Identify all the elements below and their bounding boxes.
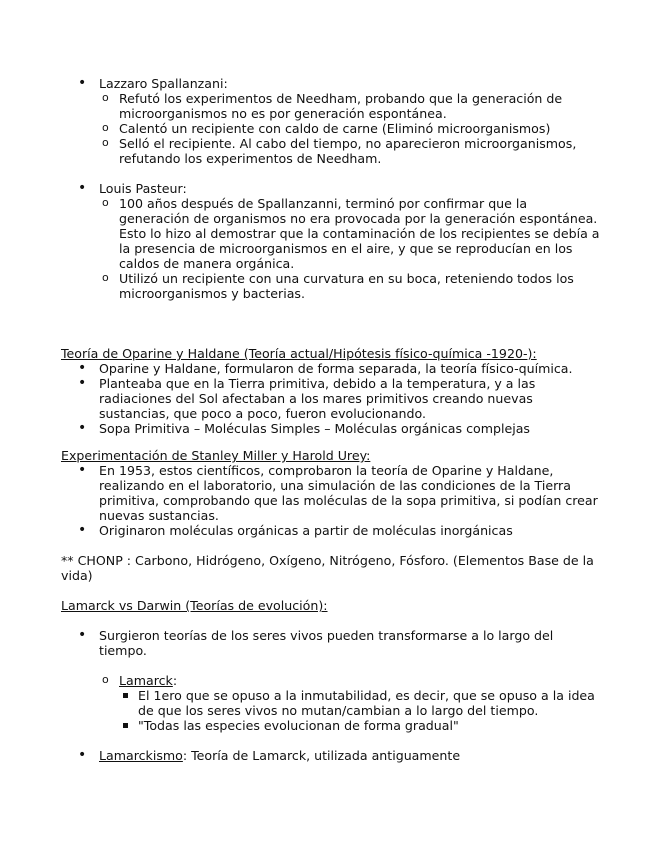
list-item: "Todas las especies evolucionan de forma gradual": [119, 718, 601, 733]
oparin-heading: Teoría de Oparine y Haldane (Teoría actual/Hipótesis físico-química -1920-):: [61, 346, 537, 361]
lamarck-label-suffix: :: [172, 673, 178, 688]
list-item: o 100 años después de Spallanzanni, terminó por confirmar que la generación de organismos no era provocada por la generación espontánea. Esto lo hizo al demostrar que la contaminación de los recipientes se debía a la presencia de microorganismos en el aire, y que se reproducían en los caldos de manera orgánica.: [99, 196, 601, 271]
lamarck-intro: Surgieron teorías de los seres vivos pueden transformarse a lo largo del tiempo.: [99, 628, 554, 658]
list-item: • Originaron moléculas orgánicas a partir de moléculas inorgánicas: [61, 523, 601, 538]
lamarck-heading: Lamarck vs Darwin (Teorías de evolución):: [61, 598, 328, 613]
lamarck-label: Lamarck: [119, 673, 173, 688]
list-item: • Oparine y Haldane, formularon de forma separada, la teoría físico-química.: [61, 361, 601, 376]
list-item: El 1ero que se opuso a la inmutabilidad, es decir, que se opuso a la idea de que los seres vivos no mutan/cambian a lo largo del tiempo.: [119, 688, 601, 718]
list-item: [61, 748, 601, 763]
list-item: • Sopa Primitiva – Moléculas Simples – Moléculas orgánicas complejas: [61, 421, 601, 436]
list-item: • Planteaba que en la Tierra primitiva, debido a la temperatura, y a las radiaciones del Sol afectaban a los mares primitivos creando nuevas sustancias, que poco a poco, fueron evolucionando.: [61, 376, 601, 421]
list-item: o Selló el recipiente. Al cabo del tiempo, no aparecieron microorganismos, refutando los experimentos de Needham.: [99, 136, 601, 166]
lamarckismo-list: [61, 748, 601, 763]
list-item: [61, 181, 601, 301]
lamarck-points: [119, 688, 601, 733]
lamarckismo-text: : Teoría de Lamarck, utilizada antiguamente: [182, 748, 461, 763]
list-item: o Calentó un recipiente con caldo de carne (Eliminó microorganismos): [99, 121, 601, 136]
pasteur-list: [61, 181, 601, 301]
spallanzani-points: [99, 91, 601, 166]
lamarck-list: [61, 628, 601, 733]
list-item: [99, 673, 601, 733]
spallanzani-list: [61, 76, 601, 166]
lamarckismo-label: Lamarckismo: [99, 748, 183, 763]
list-item: o Utilizó un recipiente con una curvatura en su boca, reteniendo todos los microorganismos y bacterias.: [99, 271, 601, 301]
spallanzani-name: Lazzaro Spallanzani:: [99, 76, 228, 91]
document-page: [61, 76, 601, 763]
list-item: [61, 76, 601, 166]
miller-list: [61, 463, 601, 538]
miller-heading: Experimentación de Stanley Miller y Harold Urey:: [61, 448, 371, 463]
chonp-note: ** CHONP : Carbono, Hidrógeno, Oxígeno, Nitrógeno, Fósforo. (Elementos Base de la vida): [61, 553, 594, 583]
list-item: [61, 628, 601, 733]
lamarck-sublist: [99, 673, 601, 733]
list-item: o Refutó los experimentos de Needham, probando que la generación de microorganismos no es por generación espontánea.: [99, 91, 601, 121]
list-item: • En 1953, estos científicos, comprobaron la teoría de Oparine y Haldane, realizando en el laboratorio, una simulación de las condiciones de la Tierra primitiva, comprobando que las moléculas de la sopa primitiva, si podían crear nuevas sustancias.: [61, 463, 601, 523]
pasteur-points: [99, 196, 601, 301]
pasteur-name: Louis Pasteur:: [99, 181, 187, 196]
oparin-list: [61, 361, 601, 436]
